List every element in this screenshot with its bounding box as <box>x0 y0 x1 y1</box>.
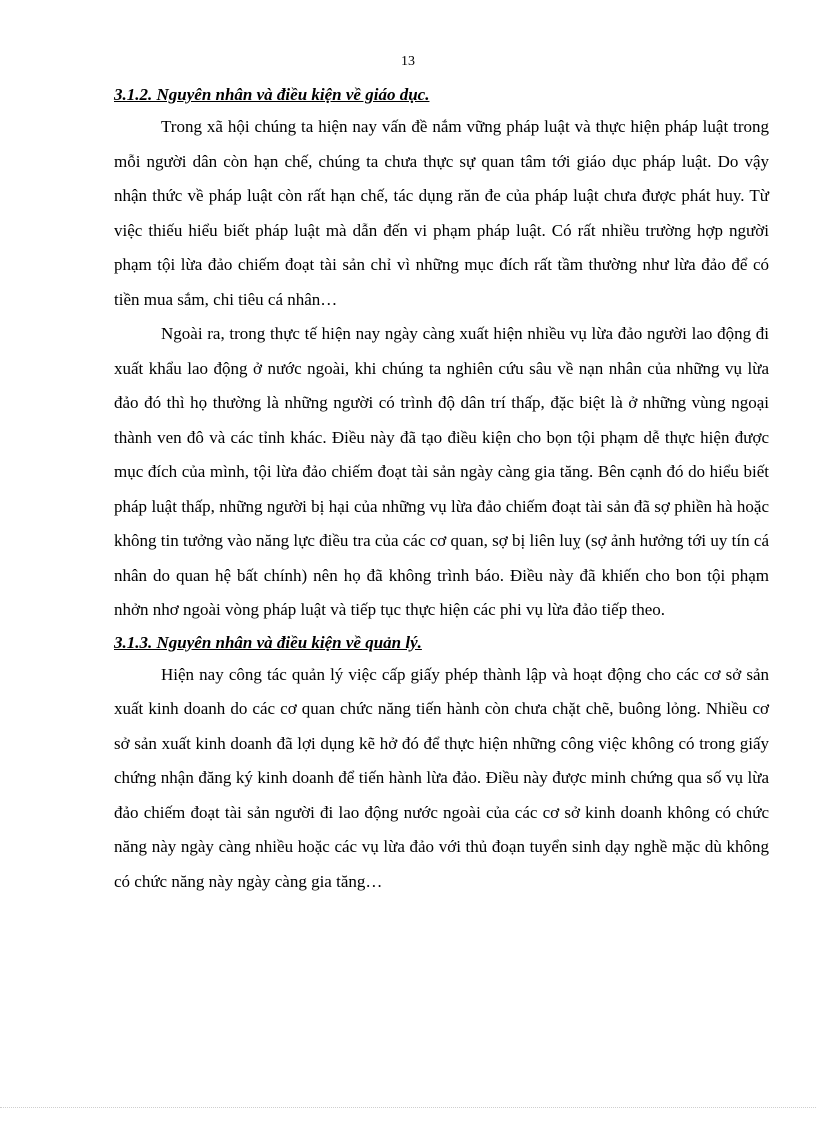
page-number: 13 <box>401 54 415 69</box>
section-heading: 3.1.3. Nguyên nhân và điều kiện về quản lý. <box>114 632 422 652</box>
section-3-1-3 <box>114 628 769 900</box>
body-paragraph: Hiện nay công tác quản lý việc cấp giấy phép thành lập và hoạt động cho các cơ sở sản xuất kinh doanh do các cơ quan chức năng tiến hành còn chưa chặt chẽ, buông lỏng. Nhiều cơ sở sản xuất kinh doanh đã lợi dụng kẽ hở đó để thực hiện những công việc không có trong giấy chứng nhận đăng ký kinh doanh để tiến hành lừa đảo. Điều này được minh chứng qua số vụ lừa đảo chiếm đoạt tài sản người đi lao động nước ngoài của các cơ sở kinh doanh không có chức năng này ngày càng nhiều hoặc các vụ lừa đảo với thủ đoạn tuyển sinh dạy nghề mặc dù không có chức năng này ngày càng gia tăng… <box>114 664 769 891</box>
section-3-1-2 <box>114 80 769 628</box>
document-body <box>114 80 769 899</box>
page-bottom-divider <box>0 1107 816 1108</box>
section-heading: 3.1.2. Nguyên nhân và điều kiện về giáo dục. <box>114 85 430 104</box>
body-paragraph: Trong xã hội chúng ta hiện nay vấn đề nắm vững pháp luật và thực hiện pháp luật trong mỗi người dân còn hạn chế, chúng ta chưa thực sự quan tâm tới giáo dục pháp luật. Do vậy nhận thức về pháp luật còn rất hạn chế, tác dụng răn đe của pháp luật chưa được phát huy. Từ việc thiếu hiểu biết pháp luật mà dẫn đến vi phạm pháp luật. Có rất nhiều trường hợp người phạm tội lừa đảo chiếm đoạt tài sản chỉ vì những mục đích rất tầm thường như lừa đảo để có tiền mua sắm, chi tiêu cá nhân… <box>114 117 769 309</box>
body-paragraph: Ngoài ra, trong thực tế hiện nay ngày càng xuất hiện nhiều vụ lừa đảo người lao động đi xuất khẩu lao động ở nước ngoài, khi chúng ta nghiên cứu sâu về nạn nhân của những vụ lừa đảo đó thì họ thường là những người có trình độ dân trí thấp, đặc biệt là ở những vùng ngoại thành ven đô và các tỉnh khác. Điều này đã tạo điều kiện cho bọn tội phạm dễ thực hiện được mục đích của mình, tội lừa đảo chiếm đoạt tài sản ngày càng gia tăng. Bên cạnh đó do hiểu biết pháp luật thấp, những người bị hại của những vụ lừa đảo chiếm đoạt tài sản đã sợ phiền hà hoặc không tin tưởng vào năng lực điều tra của các cơ quan, sợ bị liên luỵ (sợ ảnh hưởng tới uy tín cá nhân do quan hệ bất chính) nên họ đã không trình báo. Điều này đã khiến cho bon tội phạm nhởn nhơ ngoài vòng pháp luật và tiếp tục thực hiện các phi vụ lừa đảo tiếp theo. <box>114 324 769 619</box>
